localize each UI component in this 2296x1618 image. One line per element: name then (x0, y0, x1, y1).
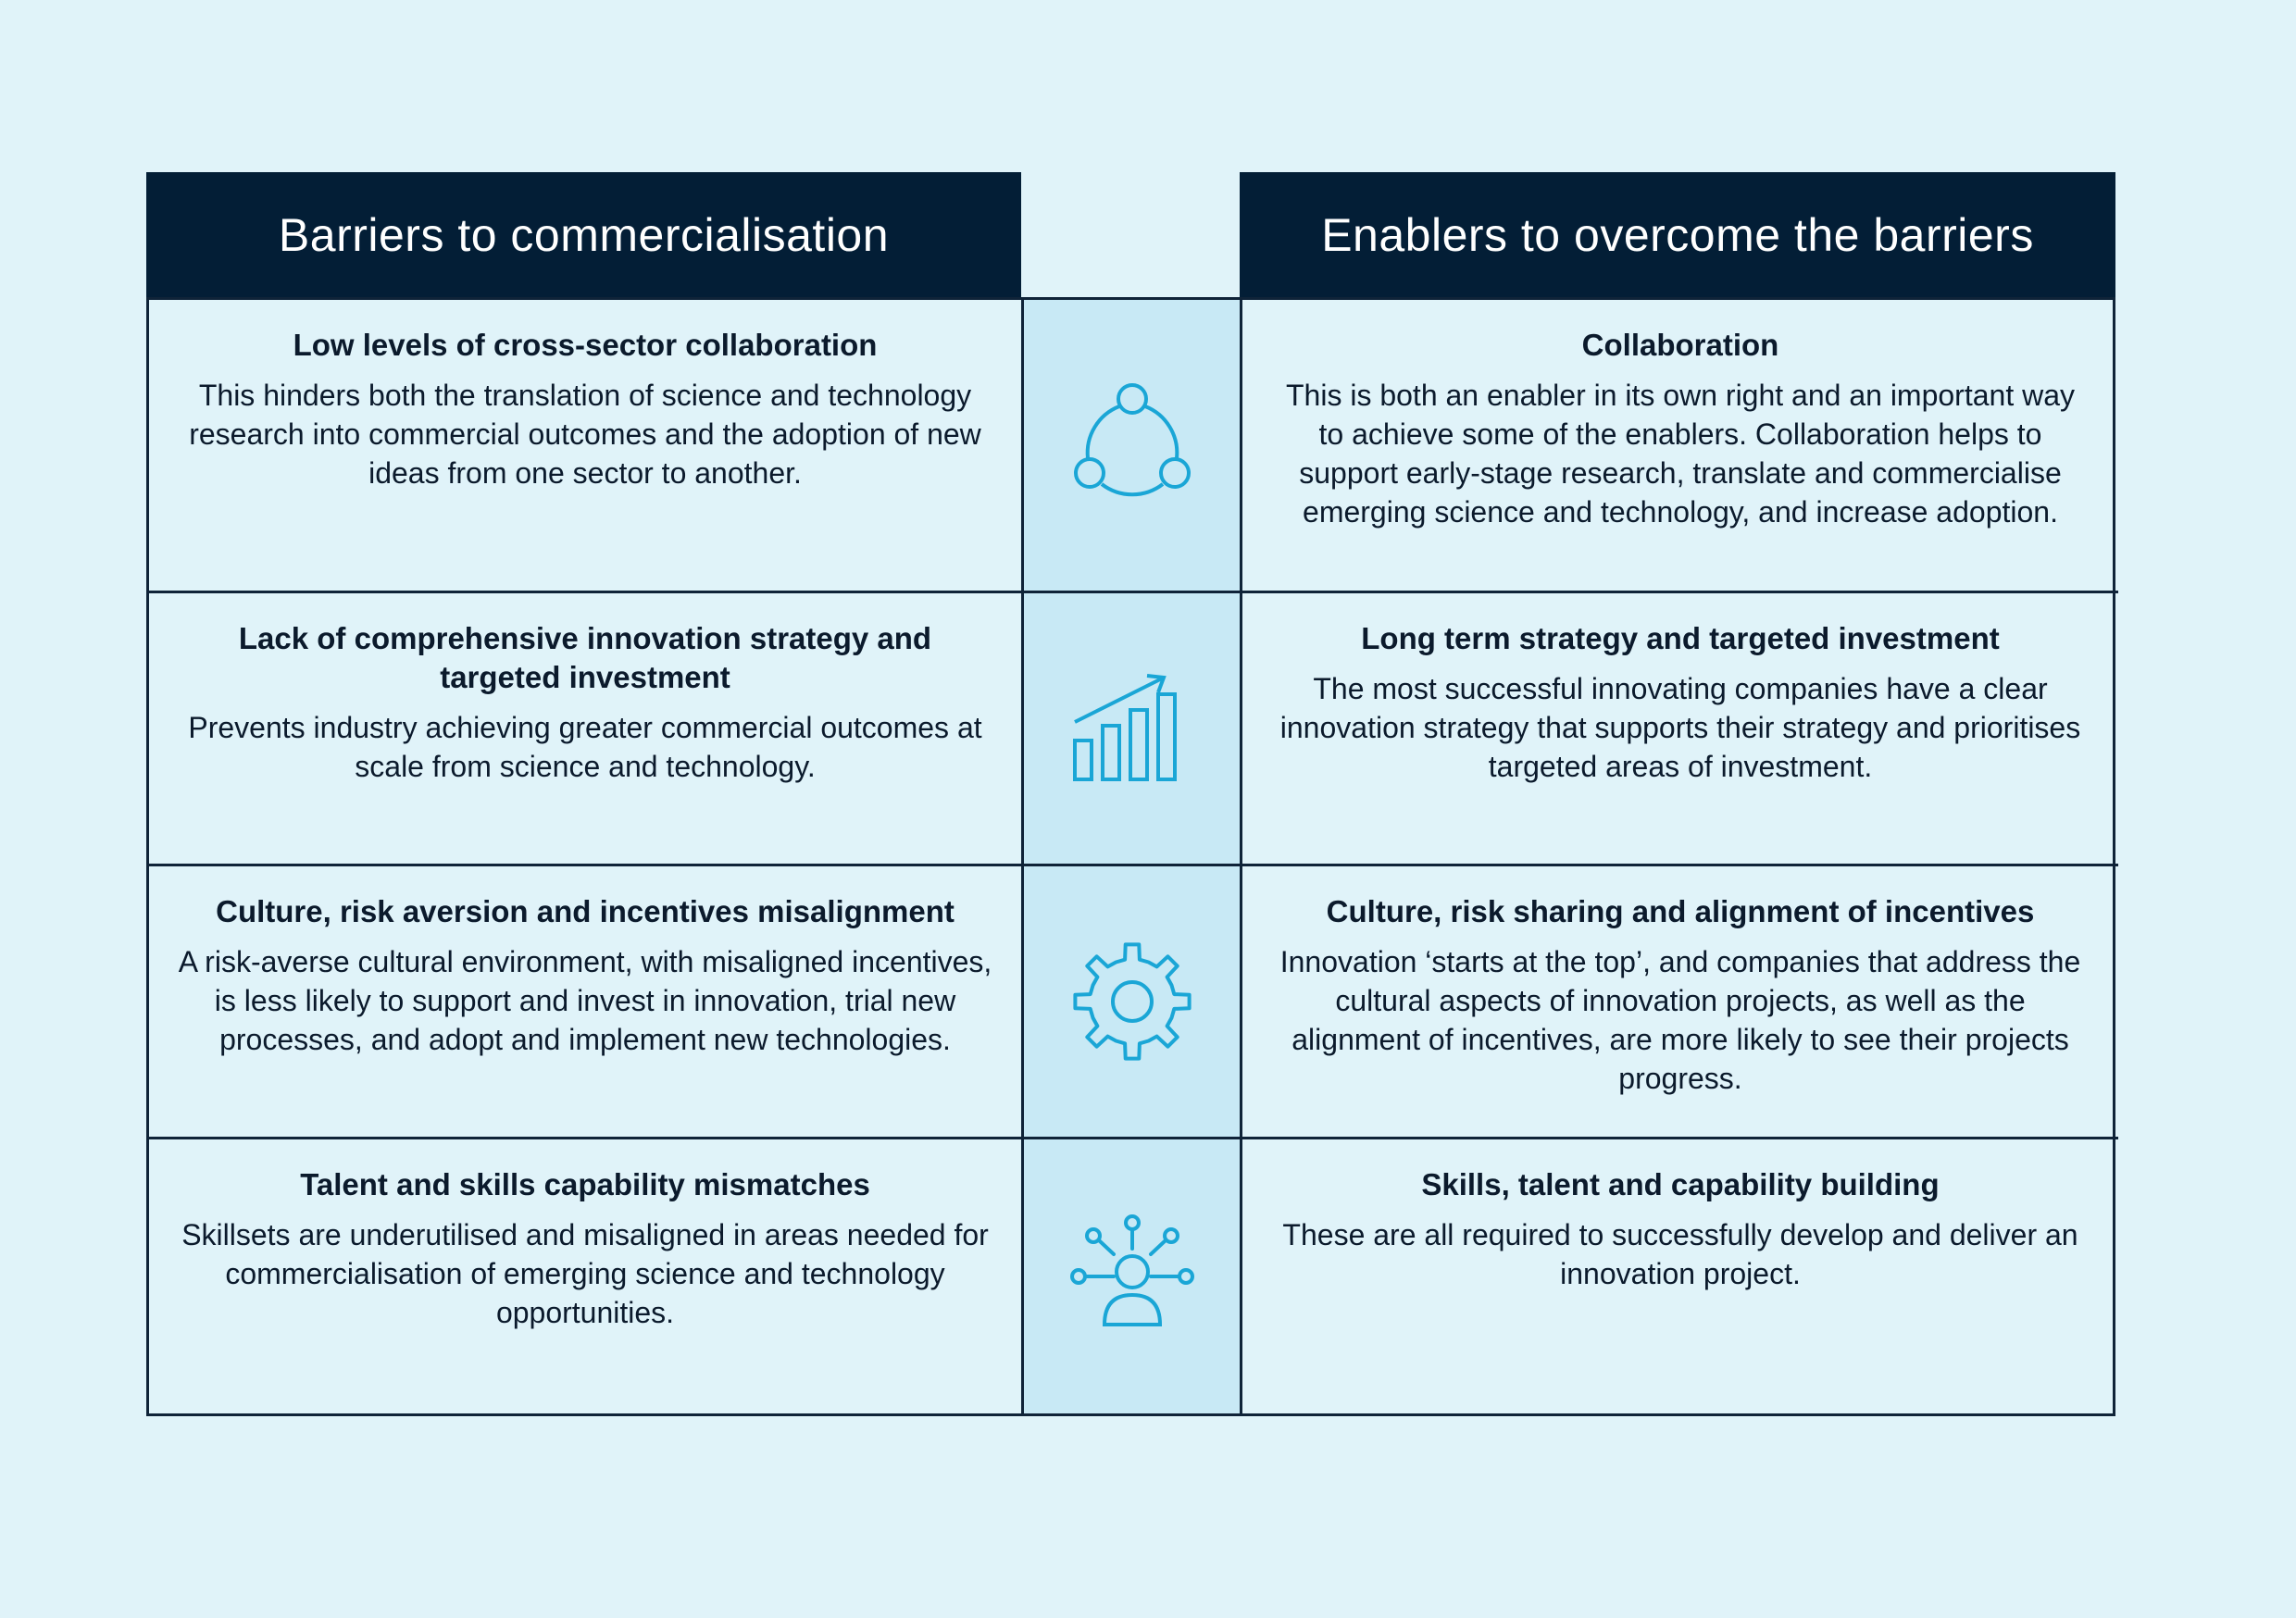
enablers-header: Enablers to overcome the barriers (1240, 172, 2115, 298)
barrier-cell (149, 866, 1024, 1139)
collaboration-cycle-icon (1067, 380, 1197, 510)
enabler-title: Skills, talent and capability building (1421, 1167, 1940, 1201)
enabler-text: This is both an enabler in its own right and an important way to achieve some of the enablers. Collaboration helps to support early-stage research, translate and commercialise emerging science and technology, and increase adoption. (1285, 379, 2075, 529)
enabler-cell (1242, 300, 2118, 593)
barrier-cell (149, 593, 1024, 866)
barriers-enablers-table (146, 297, 2115, 1416)
enabler-text: The most successful innovating companies have a clear innovation strategy that supports their strategy and prioritises targeted areas of investment. (1279, 672, 2081, 783)
icon-cell (1024, 1139, 1242, 1413)
barrier-text: Prevents industry achieving greater commercial outcomes at scale from science and technology. (188, 711, 982, 783)
person-network-icon (1067, 1212, 1197, 1341)
enabler-cell (1242, 866, 2118, 1139)
barrier-title: Lack of comprehensive innovation strategy and targeted investment (238, 621, 932, 694)
barrier-title: Culture, risk aversion and incentives misalignment (216, 894, 955, 928)
icon-cell (1024, 300, 1242, 593)
barriers-header: Barriers to commercialisation (146, 172, 1021, 298)
icon-cell (1024, 866, 1242, 1139)
enabler-text: Innovation ‘starts at the top’, and companies that address the cultural aspects of innovation projects, as well as the alignment of incentives, are more likely to see their projects progress. (1279, 945, 2081, 1095)
enabler-title: Long term strategy and targeted investment (1361, 621, 2000, 655)
gear-icon (1067, 937, 1197, 1066)
barrier-title: Talent and skills capability mismatches (300, 1167, 870, 1201)
enabler-title: Culture, risk sharing and alignment of incentives (1326, 894, 2035, 928)
growth-chart-icon (1067, 668, 1197, 789)
enabler-text: These are all required to successfully develop and deliver an innovation project. (1282, 1218, 2078, 1290)
enabler-cell (1242, 593, 2118, 866)
barrier-title: Low levels of cross-sector collaboration (293, 328, 878, 362)
barrier-cell (149, 1139, 1024, 1413)
barrier-text: This hinders both the translation of science and technology research into commercial outcomes and the adoption of new ideas from one sector to another. (189, 379, 981, 490)
barrier-cell (149, 300, 1024, 593)
enabler-cell (1242, 1139, 2118, 1413)
barrier-text: A risk-averse cultural environment, with misaligned incentives, is less likely to support and invest in innovation, trial new processes, and adopt and implement new technologies. (178, 945, 992, 1056)
enabler-title: Collaboration (1581, 328, 1779, 362)
barrier-text: Skillsets are underutilised and misaligned in areas needed for commercialisation of emerging science and technology opportunities. (181, 1218, 989, 1329)
icon-cell (1024, 593, 1242, 866)
